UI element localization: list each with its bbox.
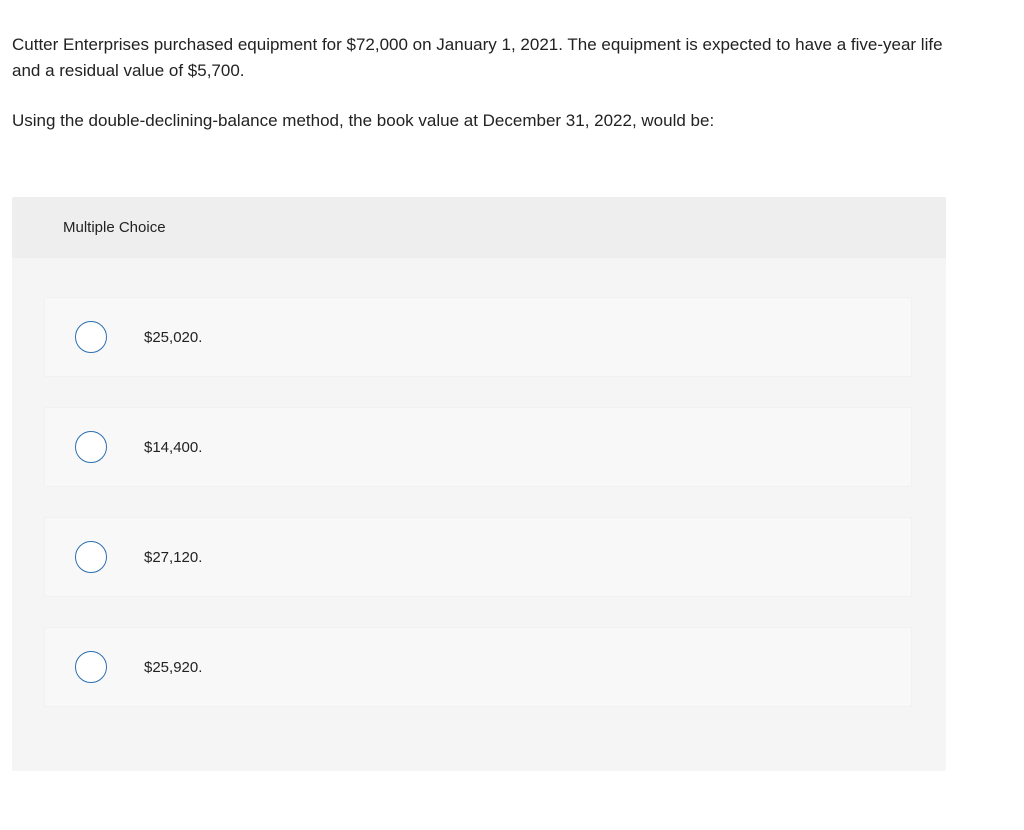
option-2[interactable] (44, 407, 912, 487)
option-label: $25,920. (144, 658, 203, 676)
option-label: $25,020. (144, 328, 203, 346)
option-4[interactable] (44, 627, 912, 707)
radio-button[interactable] (75, 431, 107, 463)
question-stem: Using the double-declining-balance method, the book value at December 31, 2022, would be: (12, 111, 715, 130)
radio-button[interactable] (75, 651, 107, 683)
option-3[interactable] (44, 517, 912, 597)
option-label: $27,120. (144, 548, 203, 566)
radio-button[interactable] (75, 321, 107, 353)
question-text (12, 32, 952, 134)
question-intro: Cutter Enterprises purchased equipment for $72,000 on January 1, 2021. The equipment is expected to have a five-year life and a residual value of $5,700. (12, 35, 943, 80)
choice-header (12, 197, 946, 258)
option-label: $14,400. (144, 438, 203, 456)
choice-header-label: Multiple Choice (63, 219, 166, 236)
radio-button[interactable] (75, 541, 107, 573)
options-list (44, 297, 912, 737)
option-1[interactable] (44, 297, 912, 377)
multiple-choice-panel (12, 197, 946, 771)
